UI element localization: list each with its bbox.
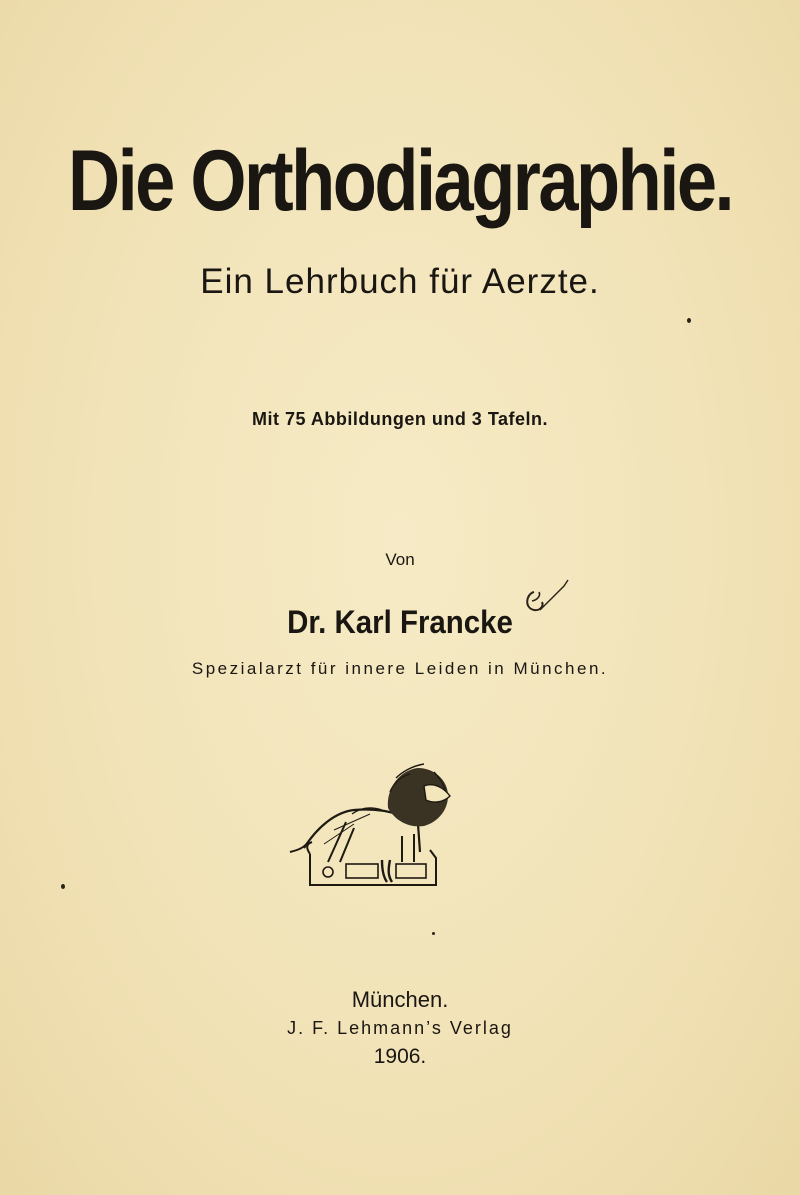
author-name: Dr. Karl Francke (287, 604, 513, 640)
publication-place: München. (351, 987, 449, 1012)
publisher-name: J. F. Lehmann’s Verlag (287, 1018, 513, 1038)
print-speck (687, 318, 691, 323)
book-title: Die Orthodiagraphie. (67, 133, 733, 229)
illustrations-note: Mit 75 Abbildungen und 3 Tafeln. (252, 409, 548, 429)
book-subtitle: Ein Lehrbuch für Aerzte. (200, 262, 600, 301)
print-speck (61, 884, 65, 889)
publication-year: 1906. (373, 1045, 427, 1068)
author-preposition: Von (385, 550, 415, 569)
author-description: Spezialarzt für innere Leiden in München. (191, 659, 609, 678)
print-speck (432, 932, 435, 935)
lion-printer-mark-icon (284, 752, 454, 887)
